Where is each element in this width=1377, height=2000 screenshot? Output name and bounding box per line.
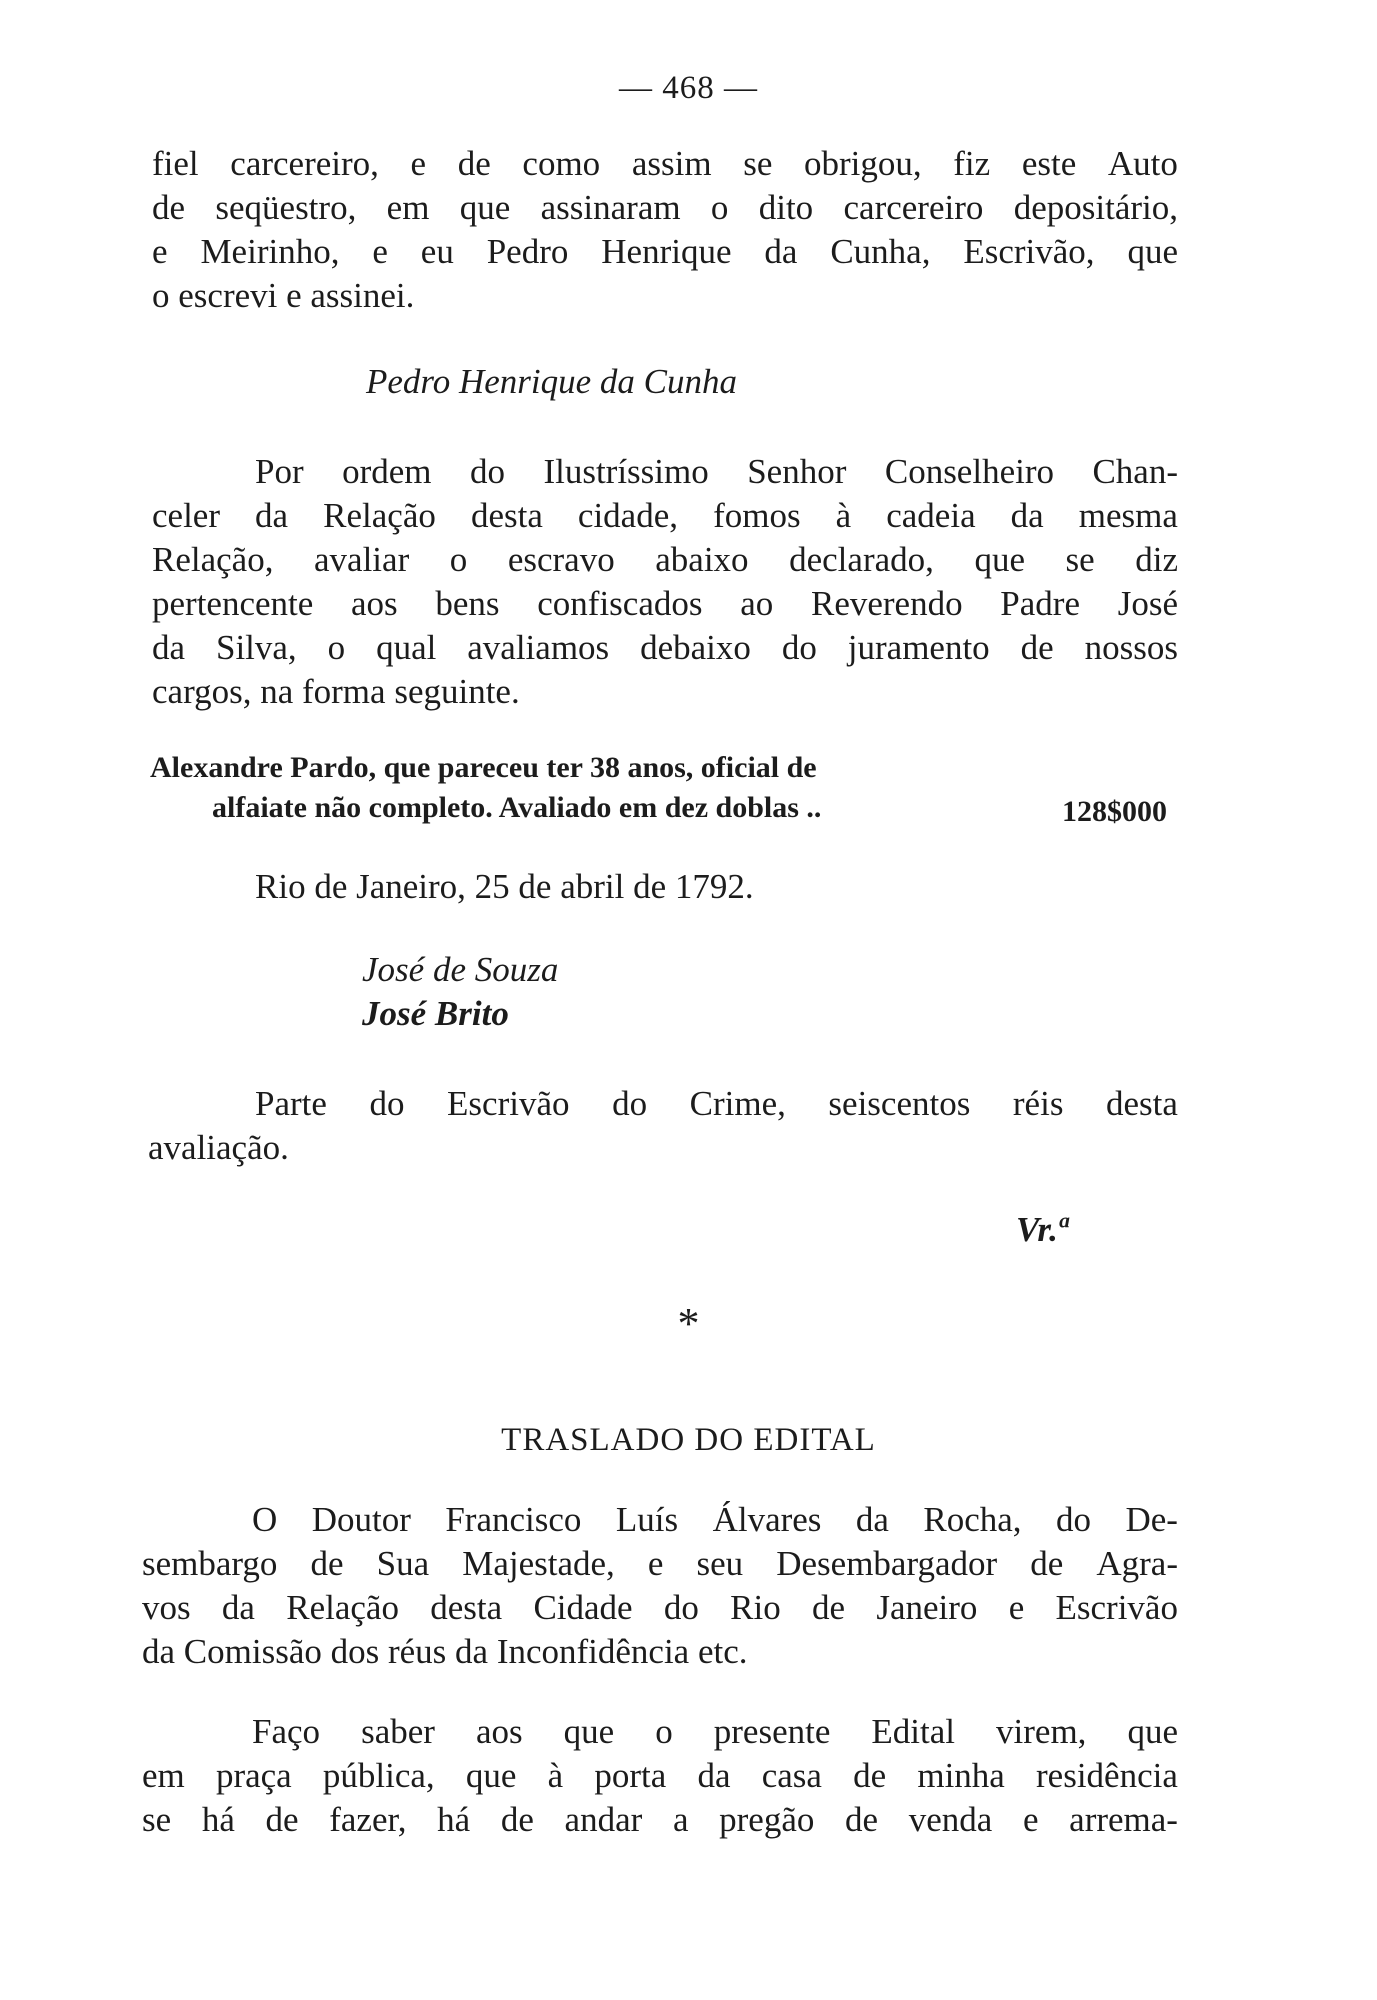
item-value: 128$000 <box>1062 795 1167 828</box>
para3-line-1: Parte do Escrivão do Crime, seiscentos réis desta <box>255 1084 1178 1123</box>
signature-jose-de-souza: José de Souza <box>362 950 559 989</box>
para2-line-4: pertencente aos bens confiscados ao Reverendo Padre José <box>152 584 1178 623</box>
para1-line-2: de seqüestro, em que assinaram o dito carcereiro depositário, <box>152 188 1178 227</box>
para2-line-1: Por ordem do Ilustríssimo Senhor Conselheiro Chan- <box>255 452 1178 491</box>
section-heading: TRASLADO DO EDITAL <box>501 1422 876 1458</box>
para4-line-3: vos da Relação desta Cidade do Rio de Janeiro e Escrivão <box>142 1588 1178 1627</box>
date-line: Rio de Janeiro, 25 de abril de 1792. <box>255 867 754 906</box>
item-line-1: Alexandre Pardo, que pareceu ter 38 anos, oficial de <box>150 751 817 784</box>
section-separator: * <box>677 1299 700 1348</box>
para2-line-5: da Silva, o qual avaliamos debaixo do juramento de nossos <box>152 628 1178 667</box>
para1-line-4: o escrevi e assinei. <box>152 276 415 315</box>
para5-line-3: se há de fazer, há de andar a pregão de venda e arrema- <box>142 1800 1178 1839</box>
para2-line-2: celer da Relação desta cidade, fomos à cadeia da mesma <box>152 496 1178 535</box>
vr-mark: Vr.ª <box>1016 1210 1068 1249</box>
para5-line-2: em praça pública, que à porta da casa de minha residência <box>142 1756 1178 1795</box>
para4-line-1: O Doutor Francisco Luís Álvares da Rocha, do De- <box>252 1500 1178 1539</box>
para1-line-3: e Meirinho, e eu Pedro Henrique da Cunha, Escrivão, que <box>152 232 1178 271</box>
para1-line-1: fiel carcereiro, e de como assim se obrigou, fiz este Auto <box>152 144 1178 183</box>
para2-line-6: cargos, na forma seguinte. <box>152 672 520 711</box>
signature-jose-brito: José Brito <box>362 994 509 1033</box>
signature-pedro-henrique: Pedro Henrique da Cunha <box>366 362 738 401</box>
item-line-2: alfaiate não completo. Avaliado em dez doblas .. <box>212 791 822 824</box>
page-number: — 468 — <box>619 70 758 106</box>
para2-line-3: Relação, avaliar o escravo abaixo declarado, que se diz <box>152 540 1178 579</box>
para5-line-1: Faço saber aos que o presente Edital virem, que <box>252 1712 1178 1751</box>
para4-line-2: sembargo de Sua Majestade, e seu Desembargador de Agra- <box>142 1544 1178 1583</box>
para4-line-4: da Comissão dos réus da Inconfidência etc. <box>142 1632 748 1671</box>
para3-line-2: avaliação. <box>148 1128 289 1167</box>
